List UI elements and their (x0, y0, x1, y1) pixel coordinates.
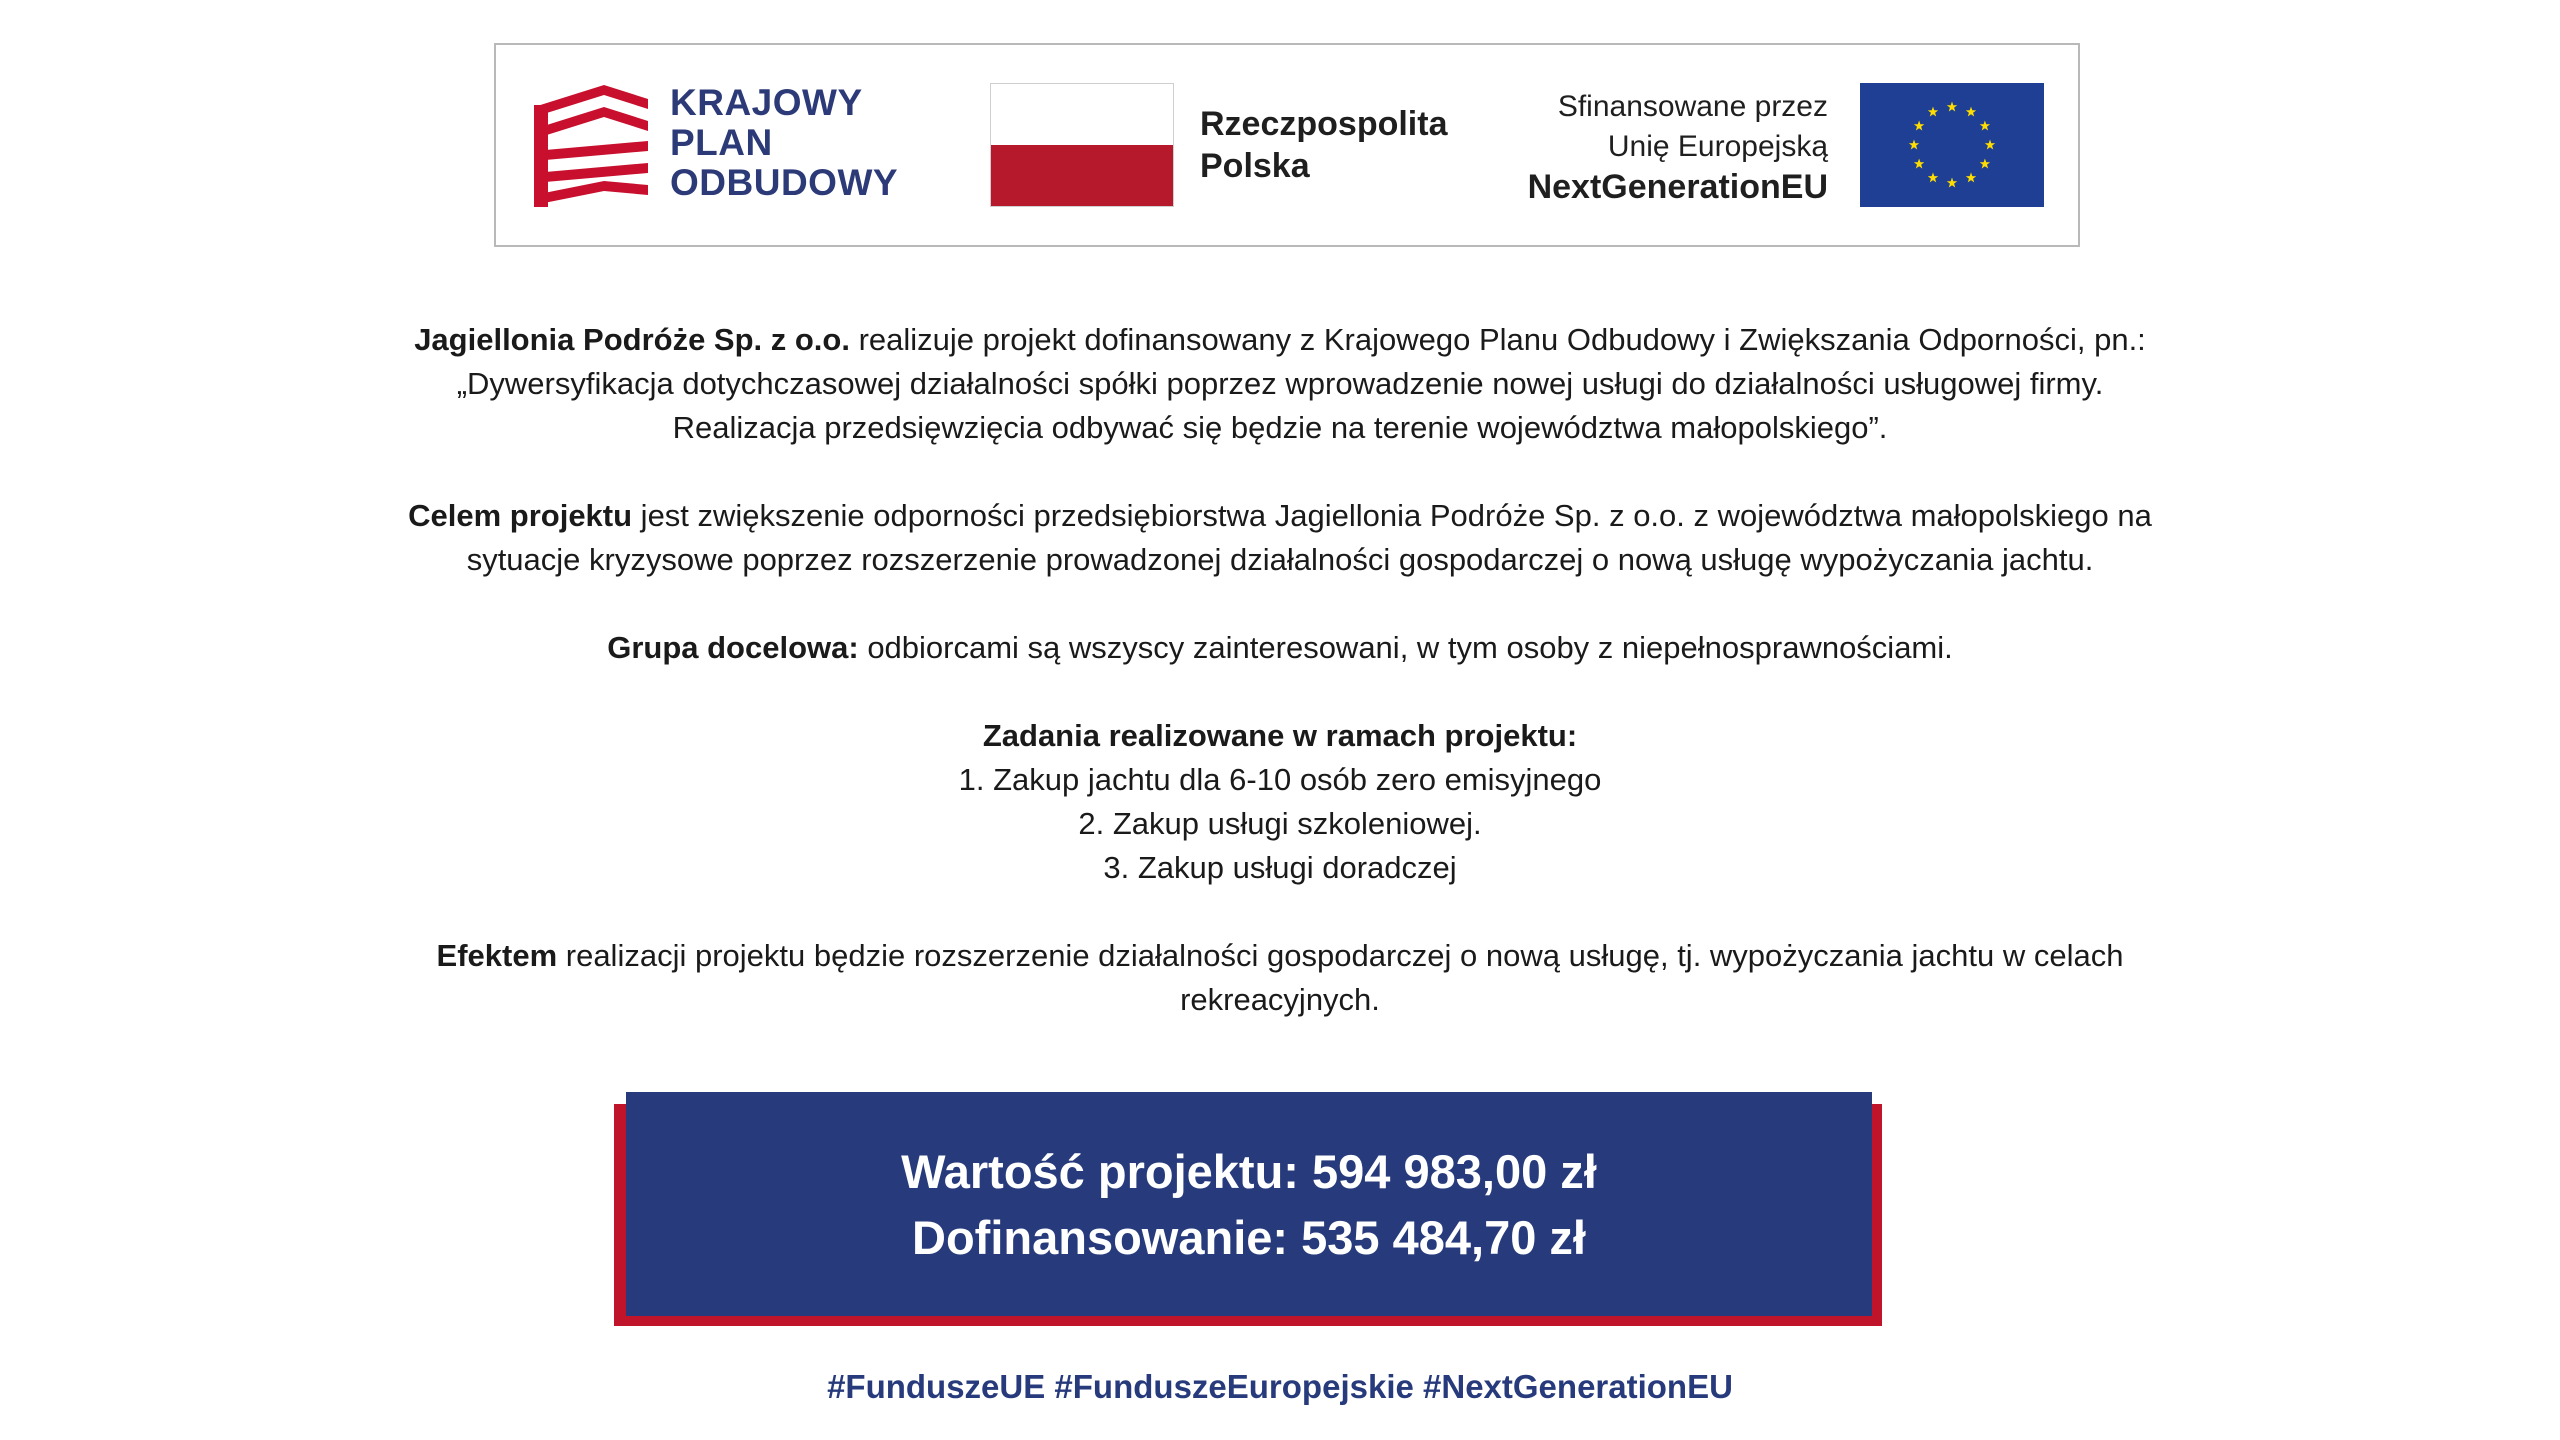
kpo-logo-icon (534, 85, 648, 213)
kpo-logo-text (670, 83, 898, 203)
project-value-box (626, 1092, 1872, 1316)
effect-line-2: rekreacyjnych. (1180, 982, 1380, 1017)
effect-line-1 (250, 934, 2310, 978)
co-financing-value: Dofinansowanie: 535 484,70 zł (912, 1211, 1586, 1264)
project-description (250, 318, 2310, 1022)
eu-flag-icon (1860, 83, 2044, 207)
kpo-line: PLAN (670, 122, 773, 163)
company-name: Jagiellonia Podróże Sp. z o.o. (414, 322, 850, 357)
tasks-heading-text: Zadania realizowane w ramach projektu: (982, 718, 1578, 753)
project-title-line-2: Realizacja przedsięwzięcia odbywać się będzie na terenie województwa małopolskiego”. (672, 410, 1888, 445)
project-value: Wartość projektu: 594 983,00 zł (901, 1145, 1597, 1198)
intro-line-1 (250, 318, 2310, 362)
task-item: 1. Zakup jachtu dla 6-10 osób zero emisyjnego (958, 762, 1602, 797)
logo-bar (494, 43, 2080, 247)
rp-line: Rzeczpospolita (1200, 105, 1448, 143)
eu-line-ngeu: NextGenerationEU (1527, 168, 1828, 206)
effect-label: Efektem (436, 938, 558, 973)
rp-logo-text (1200, 103, 1447, 187)
effect-text: realizacji projektu będzie rozszerzenie działalności gospodarczej o nową usługę, tj. wypożyczania jachtu w celach (557, 938, 2124, 973)
eu-line: Sfinansowane przez (1557, 90, 1828, 123)
goal-text: jest zwiększenie odporności przedsiębiorstwa Jagiellonia Podróże Sp. z o.o. z województwa małopolskiego na (632, 498, 2152, 533)
project-title-line-1: „Dywersyfikacja dotychczasowej działalności spółki poprzez wprowadzenie nowej usługi do działalności usługowej firmy. (456, 366, 2104, 401)
intro-text: realizuje projekt dofinansowany z Krajowego Planu Odbudowy i Zwiększania Odporności, pn.: (849, 322, 2146, 357)
rp-line: Polska (1200, 147, 1310, 185)
task-item: 2. Zakup usługi szkoleniowej. (1078, 806, 1482, 841)
goal-label: Celem projektu (408, 498, 633, 533)
target-group (250, 626, 2310, 670)
goal-line-2: sytuacje kryzysowe poprzez rozszerzenie prowadzonej działalności gospodarczej o nową usługę wypożyczania jachtu. (466, 542, 2094, 577)
hashtags: #FunduszeUE #FunduszeEuropejskie #NextGenerationEU (827, 1368, 1733, 1405)
polish-flag (990, 83, 1174, 207)
target-label: Grupa docelowa: (607, 630, 859, 665)
task-item: 3. Zakup usługi doradczej (1103, 850, 1457, 885)
kpo-line: ODBUDOWY (670, 162, 899, 203)
goal-line-1 (250, 494, 2310, 538)
eu-line: Unię Europejską (1607, 130, 1828, 163)
kpo-line: KRAJOWY (670, 82, 863, 123)
tasks-heading (250, 714, 2310, 758)
eu-logo-text (1528, 87, 1828, 207)
target-text: odbiorcami są wszyscy zainteresowani, w tym osoby z niepełnosprawnościami. (858, 630, 1953, 665)
